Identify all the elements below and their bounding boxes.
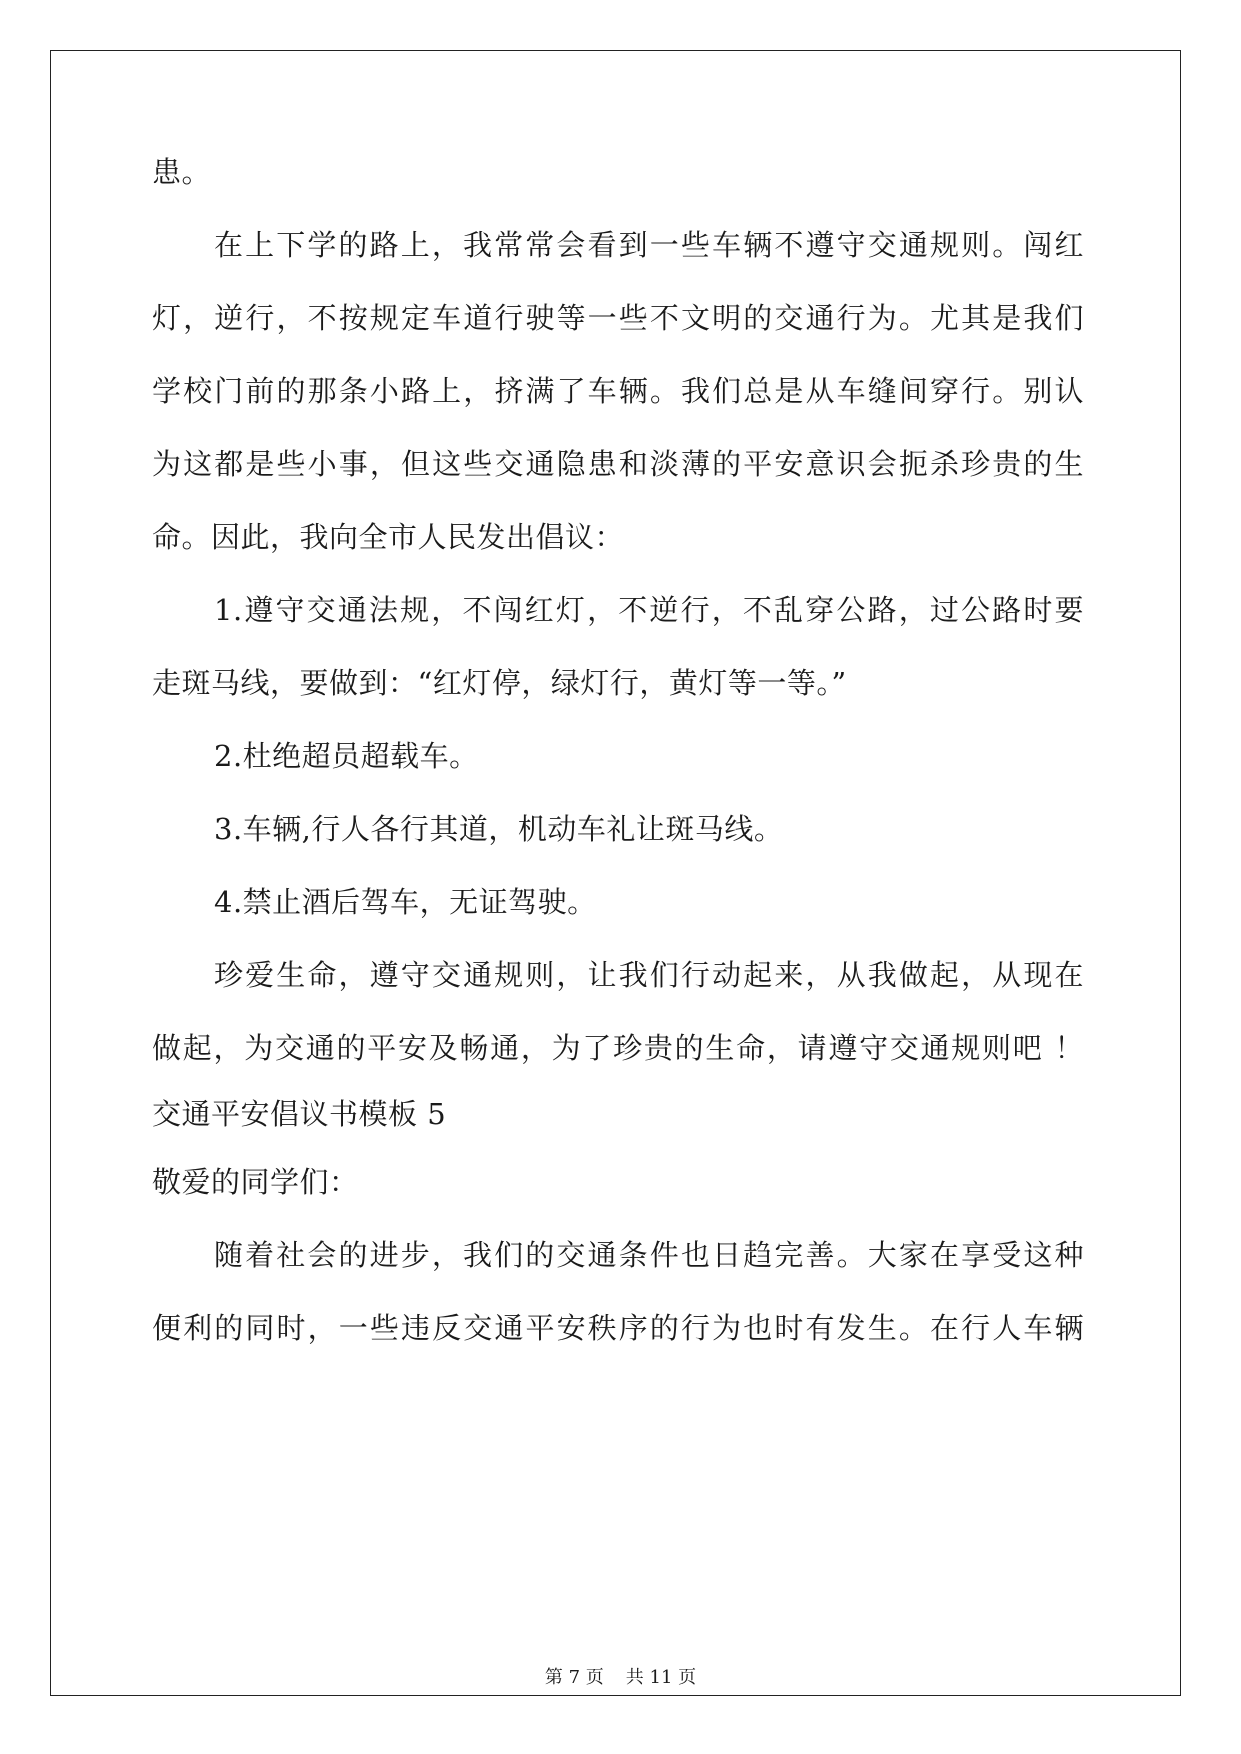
- page-number: 第 7 页: [544, 1667, 604, 1688]
- list-item-2: 2.杜绝超员超载车。: [214, 739, 479, 773]
- paragraph-line-6: 命。因此，我向全市人民发出倡议：: [152, 520, 625, 554]
- paragraph-line-2: 在上下学的路上，我常常会看到一些车辆不遵守交通规则。闯红: [214, 228, 1084, 262]
- page-border: [50, 50, 1181, 1696]
- closing-line-1: 珍爱生命，遵守交通规则，让我们行动起来，从我做起，从现在: [214, 958, 1084, 992]
- section-title: 交通平安倡议书模板 5: [152, 1097, 447, 1131]
- page-footer: [0, 1666, 1241, 1690]
- body-line-2: 便利的同时，一些违反交通平安秩序的行为也时有发生。在行人车辆: [152, 1311, 1084, 1345]
- paragraph-line-5: 为这都是些小事，但这些交通隐患和淡薄的平安意识会扼杀珍贵的生: [152, 447, 1084, 481]
- list-item-1-line-1: 1.遵守交通法规，不闯红灯，不逆行，不乱穿公路，过公路时要: [214, 593, 1084, 627]
- list-item-4: 4.禁止酒后驾车，无证驾驶。: [214, 885, 597, 919]
- page-total: 共 11 页: [625, 1667, 697, 1688]
- list-item-3: 3.车辆,行人各行其道，机动车礼让斑马线。: [214, 812, 784, 846]
- text-line-1: 患。: [152, 155, 212, 189]
- paragraph-line-4: 学校门前的那条小路上，挤满了车辆。我们总是从车缝间穿行。别认: [152, 374, 1084, 408]
- salutation: 敬爱的同学们：: [152, 1165, 359, 1199]
- list-item-1-line-2: 走斑马线，要做到：“红灯停，绿灯行，黄灯等一等。”: [152, 666, 847, 700]
- closing-line-2: 做起，为交通的平安及畅通，为了珍贵的生命，请遵守交通规则吧 ！: [152, 1031, 1084, 1065]
- body-line-1: 随着社会的进步，我们的交通条件也日趋完善。大家在享受这种: [214, 1238, 1084, 1272]
- paragraph-line-3: 灯，逆行，不按规定车道行驶等一些不文明的交通行为。尤其是我们: [152, 301, 1084, 335]
